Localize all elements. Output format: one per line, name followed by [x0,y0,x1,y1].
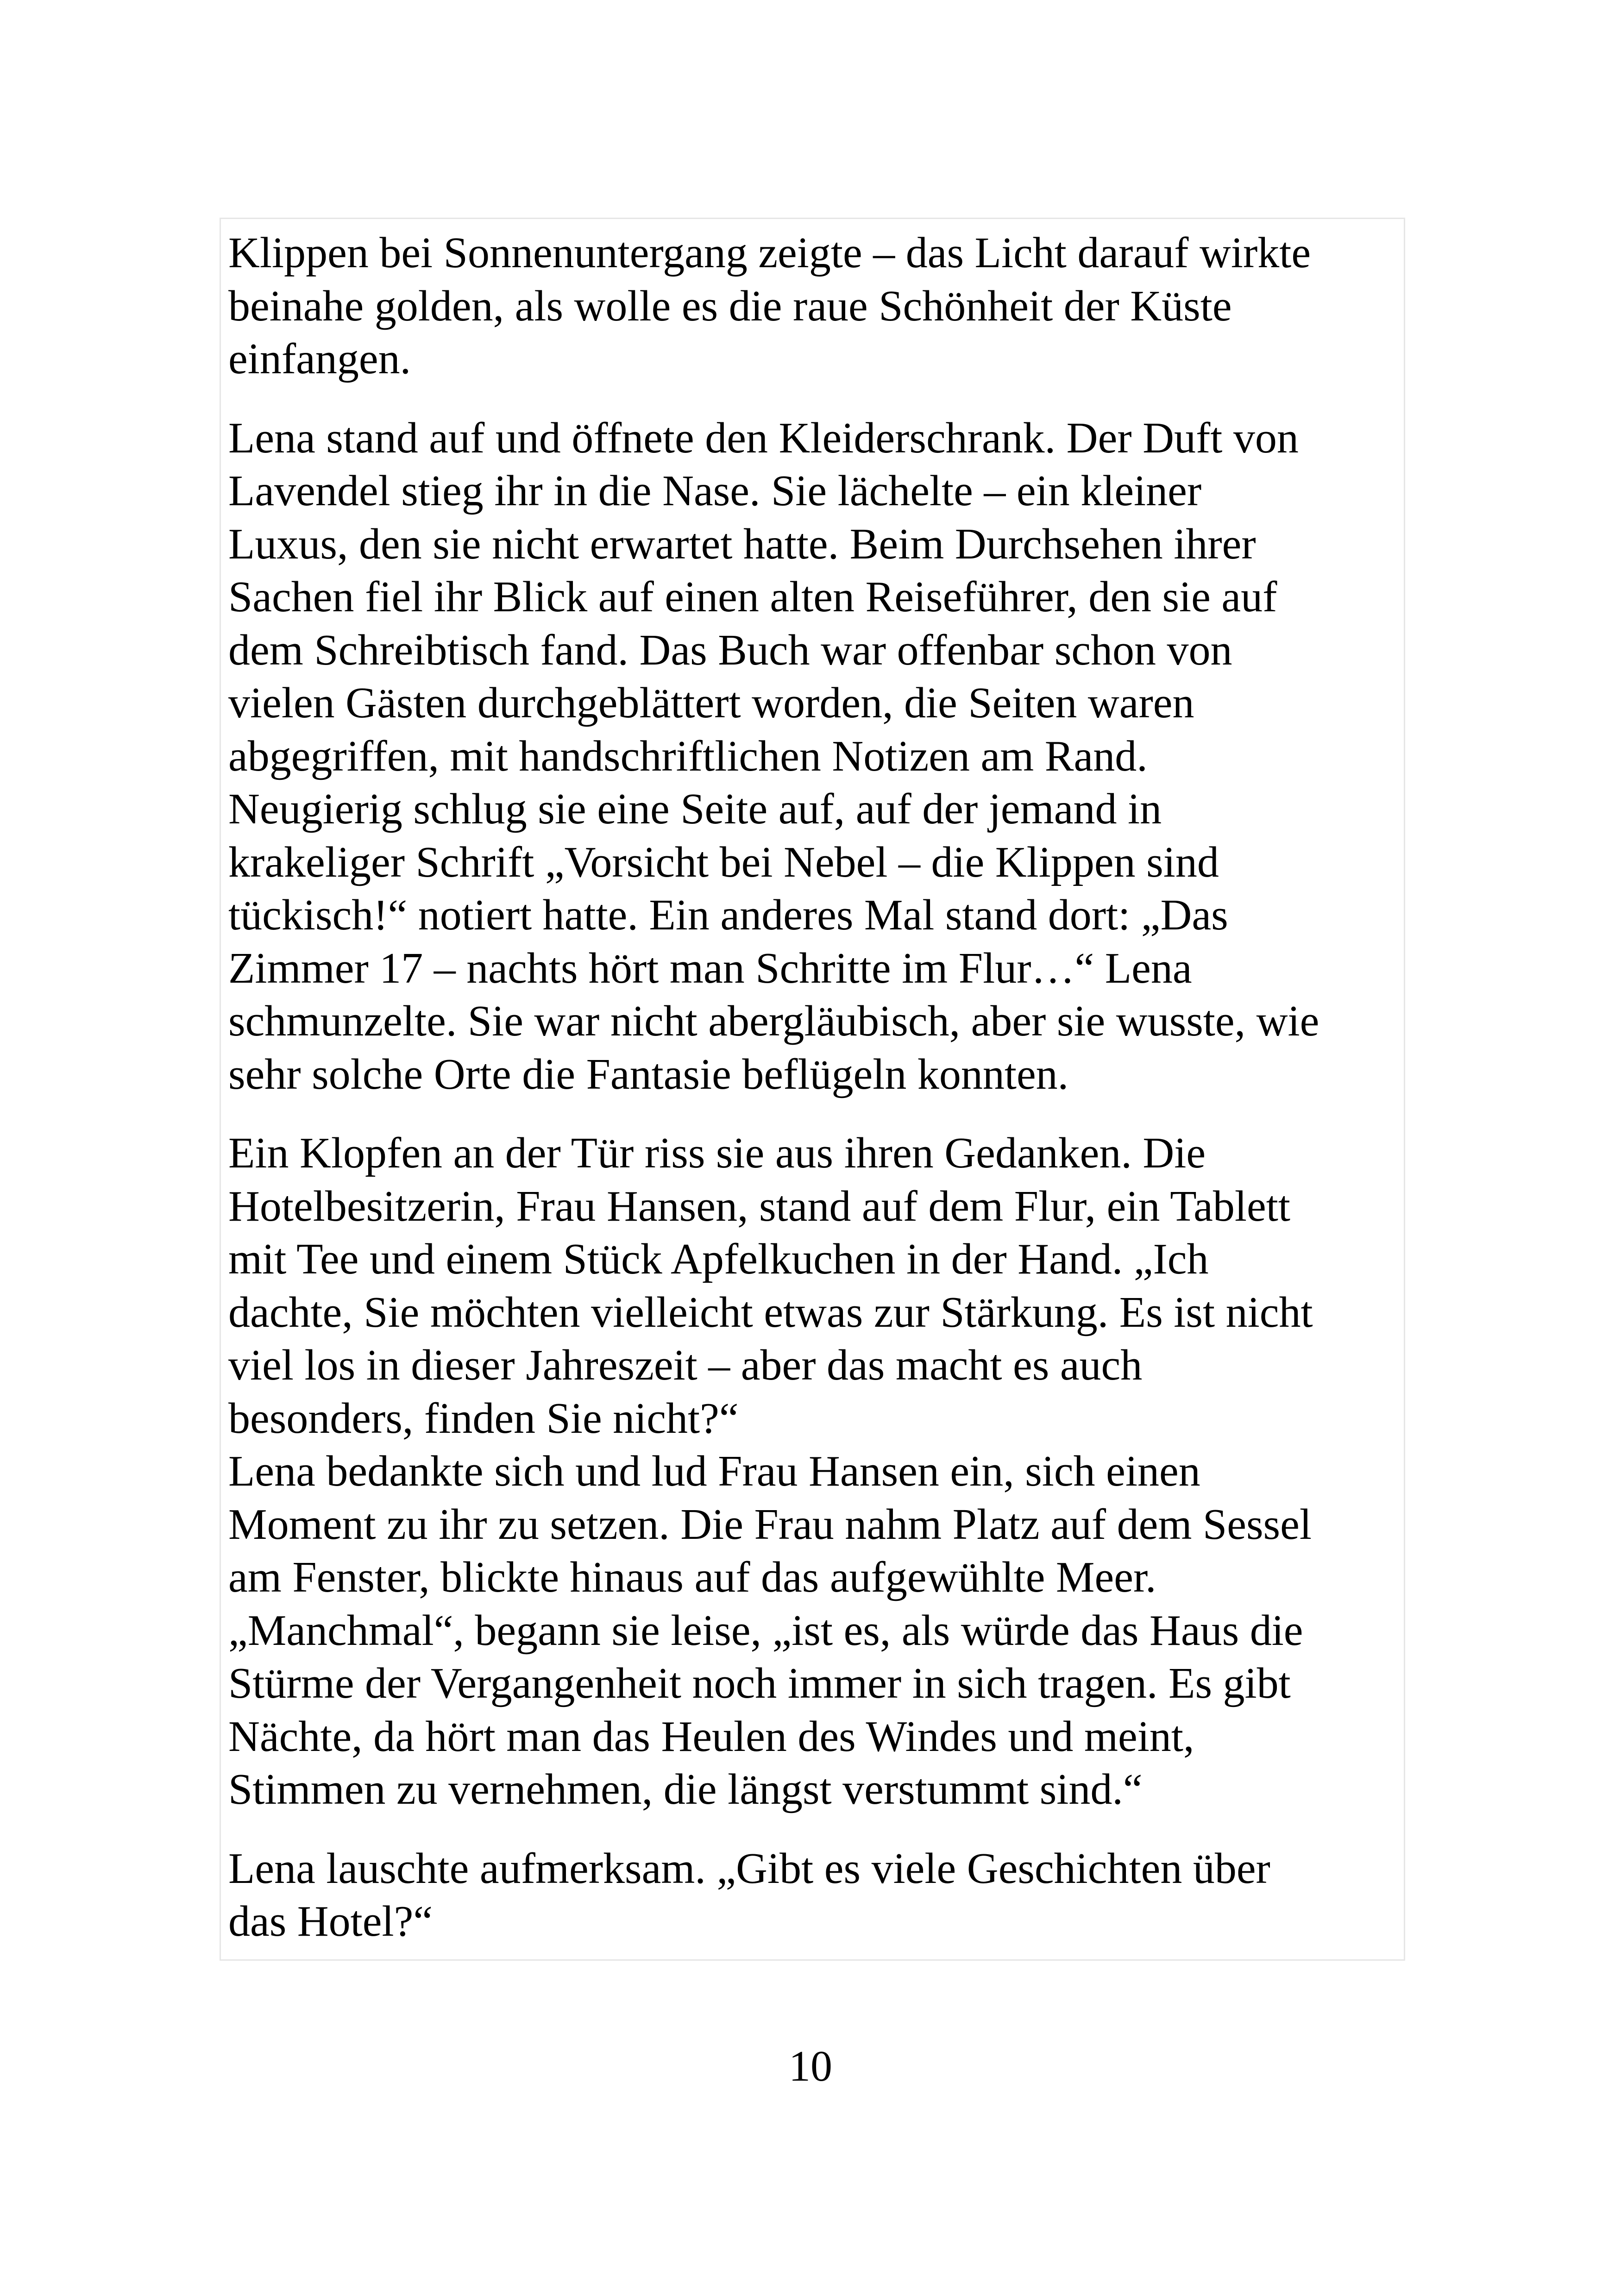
text-line: einfangen. [228,335,411,383]
text-line: Moment zu ihr zu setzen. Die Frau nahm Platz auf dem Sessel [228,1500,1312,1549]
text-line: Klippen bei Sonnenuntergang zeigte – das Licht darauf wirkte [228,229,1311,277]
text-line: Ein Klopfen an der Tür riss sie aus ihren Gedanken. Die [228,1129,1206,1177]
text-line: das Hotel?“ [228,1897,433,1945]
text-line: beinahe golden, als wolle es die raue Schönheit der Küste [228,282,1232,330]
text-line: Stürme der Vergangenheit noch immer in sich tragen. Es gibt [228,1659,1291,1707]
text-line: vielen Gästen durchgeblättert worden, die Seiten waren [228,679,1194,727]
text-line: dachte, Sie möchten vielleicht etwas zur Stärkung. Es ist nicht [228,1288,1313,1336]
text-line: krakeliger Schrift „Vorsicht bei Nebel – die Klippen sind [228,838,1219,886]
text-line: tückisch!“ notiert hatte. Ein anderes Mal stand dort: „Das [228,891,1228,939]
text-line: Nächte, da hört man das Heulen des Windes und meint, [228,1712,1194,1761]
text-frame [220,218,1405,1961]
text-line: Stimmen zu vernehmen, die längst verstummt sind.“ [228,1765,1143,1813]
paragraph-5 [228,1842,1396,1948]
text-line: Zimmer 17 – nachts hört man Schritte im Flur…“ Lena [228,944,1192,992]
text-line: Sachen fiel ihr Blick auf einen alten Reiseführer, den sie auf [228,573,1277,621]
text-line: Lena bedankte sich und lud Frau Hansen ein, sich einen [228,1447,1200,1495]
text-line: Lena stand auf und öffnete den Kleiderschrank. Der Duft von [228,414,1299,462]
paragraph-4 [228,1445,1396,1816]
text-line: sehr solche Orte die Fantasie beflügeln konnten. [228,1050,1069,1098]
page-number: 10 [789,2042,832,2090]
text-line: abgegriffen, mit handschriftlichen Notizen am Rand. [228,732,1148,780]
paragraph-2 [228,412,1396,1101]
text-line: Lavendel stieg ihr in die Nase. Sie lächelte – ein kleiner [228,467,1202,515]
text-line: am Fenster, blickte hinaus auf das aufgewühlte Meer. [228,1553,1156,1601]
text-line: „Manchmal“, begann sie leise, „ist es, als würde das Haus die [228,1606,1303,1655]
text-line: Luxus, den sie nicht erwartet hatte. Beim Durchsehen ihrer [228,520,1256,568]
text-line: viel los in dieser Jahreszeit – aber das macht es auch [228,1341,1143,1389]
paragraph-1 [228,226,1396,386]
text-line: schmunzelte. Sie war nicht abergläubisch, aber sie wusste, wie [228,997,1319,1045]
text-line: dem Schreibtisch fand. Das Buch war offenbar schon von [228,626,1232,674]
text-line: Hotelbesitzerin, Frau Hansen, stand auf dem Flur, ein Tablett [228,1182,1290,1230]
paragraph-3 [228,1127,1396,1445]
text-line: Lena lauschte aufmerksam. „Gibt es viele Geschichten über [228,1844,1270,1893]
text-line: besonders, finden Sie nicht?“ [228,1394,739,1443]
text-line: mit Tee und einem Stück Apfelkuchen in der Hand. „Ich [228,1235,1209,1283]
text-line: Neugierig schlug sie eine Seite auf, auf der jemand in [228,785,1162,833]
